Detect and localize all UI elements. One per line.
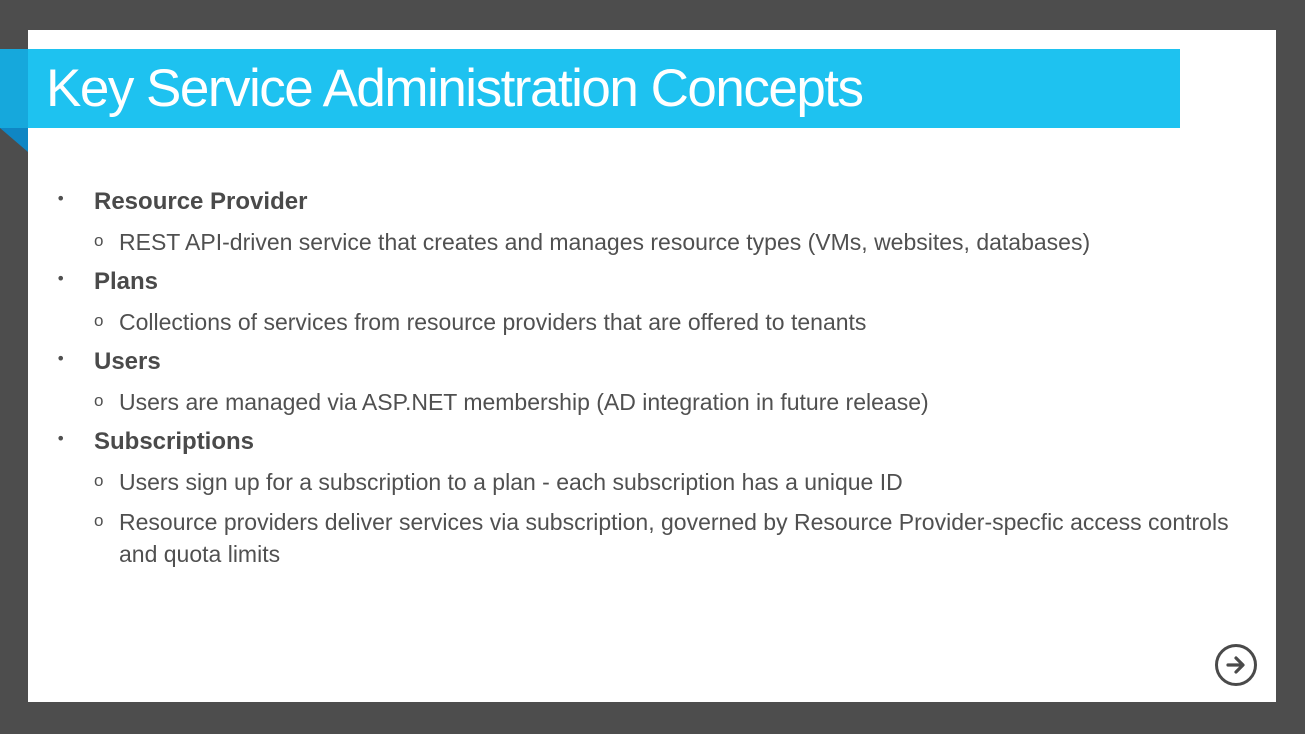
- bullet-list: [54, 186, 1234, 578]
- title-accent: [0, 49, 28, 128]
- bullet-marker: •: [56, 189, 66, 208]
- next-slide-button[interactable]: [1215, 644, 1257, 686]
- sub-item-text: REST API-driven service that creates and manages resource types (VMs, websites, databases): [119, 229, 1091, 255]
- slide-title: Key Service Administration Concepts: [46, 59, 863, 118]
- sub-marker: o: [94, 511, 104, 530]
- sub-marker: o: [94, 231, 104, 250]
- sub-item: [94, 466, 1234, 498]
- sub-marker: o: [94, 471, 104, 490]
- bullet-marker: •: [56, 269, 66, 288]
- sub-item: [94, 506, 1234, 570]
- list-item: [54, 186, 1234, 258]
- sub-item: [94, 226, 1234, 258]
- item-title: Plans: [94, 268, 159, 295]
- list-item: [54, 266, 1234, 338]
- sub-marker: o: [94, 311, 104, 330]
- item-title: Resource Provider: [94, 188, 308, 215]
- sub-item-text: Collections of services from resource providers that are offered to tenants: [119, 309, 867, 335]
- sub-item-text: Resource providers deliver services via subscription, governed by Resource Provider-specfic access controls and quota limits: [119, 509, 1229, 567]
- list-item: [54, 426, 1234, 570]
- item-title: Subscriptions: [94, 428, 255, 455]
- sub-item-text: Users sign up for a subscription to a plan - each subscription has a unique ID: [119, 469, 903, 495]
- list-item: [54, 346, 1234, 418]
- sub-item: [94, 306, 1234, 338]
- title-fold: [0, 128, 28, 152]
- arrow-right-circle-icon: [1224, 653, 1248, 677]
- sub-item-text: Users are managed via ASP.NET membership (AD integration in future release): [119, 389, 929, 415]
- bullet-marker: •: [56, 349, 66, 368]
- sub-marker: o: [94, 391, 104, 410]
- item-title: Users: [94, 348, 161, 375]
- sub-item: [94, 386, 1234, 418]
- bullet-marker: •: [56, 429, 66, 448]
